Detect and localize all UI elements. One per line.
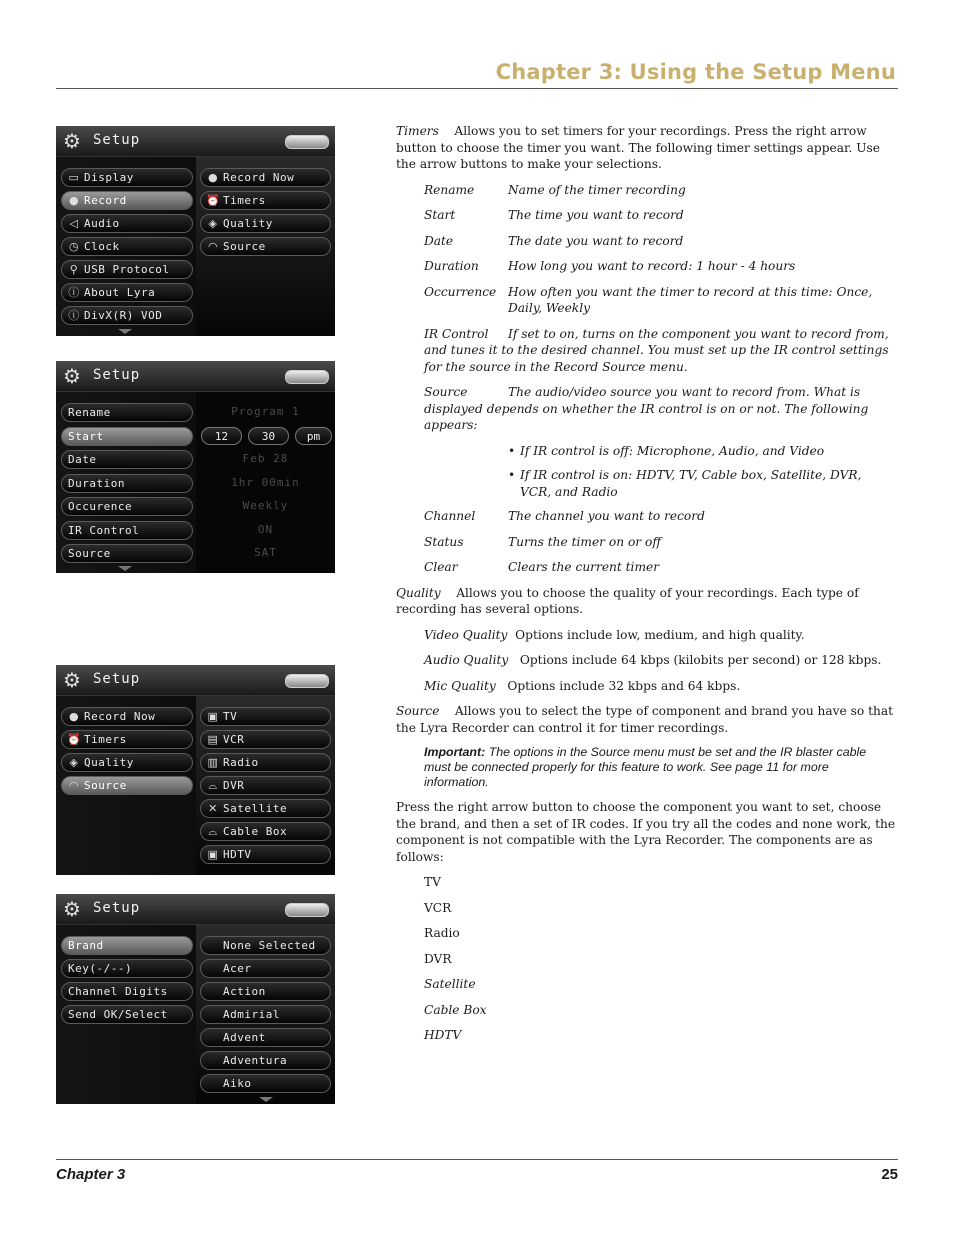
timer-value-duration: 1hr 00min [231, 476, 300, 489]
timer-item-ir-control[interactable]: IR Control [61, 521, 193, 540]
screen-title: Setup [93, 367, 141, 383]
source-item-satellite[interactable]: ✕ Satellite [200, 799, 331, 818]
source-item-cable-box[interactable]: ⌓ Cable Box [200, 822, 331, 841]
screen-header [56, 894, 335, 925]
menu-item-audio[interactable]: ◁ Audio [61, 214, 193, 233]
volume-bar [285, 370, 329, 384]
def-row: Clear Clears the current timer [424, 560, 660, 574]
record-icon: ● [68, 710, 80, 723]
screen-header [56, 665, 335, 696]
quality-item: Audio Quality Options include 64 kbps (kilobits per second) or 128 kbps. [424, 653, 882, 667]
timer-item-source[interactable]: Source [61, 544, 193, 563]
timer-value-name: Program 1 [231, 405, 300, 418]
timer-item-rename[interactable]: Rename [61, 403, 193, 422]
body-text [396, 123, 896, 1053]
cable-box-icon: ⌓ [208, 825, 218, 838]
menu-item-quality[interactable]: ◈ Quality [61, 753, 193, 772]
usb-icon: ⚲ [69, 263, 79, 276]
screen-title: Setup [93, 132, 141, 148]
source-paragraph: Source Allows you to select the type of component and brand you have so that the Lyra Recorder can control it for timer recordings. [396, 704, 894, 735]
brand-option[interactable]: Aiko [200, 1074, 331, 1093]
setup-screen-brand [56, 894, 335, 1104]
brand-option[interactable]: Acer [200, 959, 331, 978]
brand-option[interactable]: Action [200, 982, 331, 1001]
screen-title: Setup [93, 671, 141, 687]
def-row: Occurrence How often you want the timer to record at this time: Once, Daily, Weekly [424, 284, 873, 315]
signal-icon: ◠ [68, 779, 80, 792]
volume-bar [285, 135, 329, 149]
menu-item-source[interactable]: ◠ Source [61, 776, 193, 795]
setup-screen-main [56, 126, 335, 336]
source-item-tv[interactable]: ▣ TV [200, 707, 331, 726]
timer-item-duration[interactable]: Duration [61, 474, 193, 493]
diamond-icon: ◈ [208, 217, 218, 230]
setup-screen-timer [56, 361, 335, 573]
component-item: DVR [424, 951, 452, 966]
menu-item-clock[interactable]: ◷ Clock [61, 237, 193, 256]
source-item-vcr[interactable]: ▤ VCR [200, 730, 331, 749]
setup-screen-source [56, 665, 335, 875]
volume-bar [285, 674, 329, 688]
alarm-clock-icon: ⏰ [67, 733, 82, 746]
quality-paragraph: Quality Allows you to choose the quality of your recordings. Each type of recording has several options. [396, 585, 859, 616]
quality-item: Mic Quality Options include 32 kbps and 64 kbps. [424, 678, 741, 693]
footer-chapter: Chapter 3 [56, 1166, 126, 1183]
timer-item-occurence[interactable]: Occurence [61, 497, 193, 516]
chapter-title: Chapter 3: Using the Setup Menu [495, 60, 896, 84]
menu-item-record-now[interactable]: ● Record Now [61, 707, 193, 726]
source-item-radio[interactable]: ▥ Radio [200, 753, 331, 772]
record-icon: ● [68, 194, 80, 207]
brand-option[interactable]: Admirial [200, 1005, 331, 1024]
menu-item-usb-protocol[interactable]: ⚲ USB Protocol [61, 260, 193, 279]
brand-item-send-ok[interactable]: Send OK/Select [61, 1005, 193, 1024]
alarm-clock-icon: ⏰ [206, 194, 221, 207]
quality-item: Video Quality Options include low, medium, and high quality. [424, 627, 805, 642]
header-rule [56, 88, 898, 89]
volume-bar [285, 903, 329, 917]
brand-option[interactable]: Advent [200, 1028, 331, 1047]
dvr-icon: ⌓ [208, 779, 218, 792]
screen-header [56, 126, 335, 157]
diamond-icon: ◈ [69, 756, 79, 769]
menu-item-about-lyra[interactable]: ⓘ About Lyra [61, 283, 193, 302]
def-row: Start The time you want to record [424, 208, 684, 222]
def-row: Duration How long you want to record: 1 hour - 4 hours [424, 259, 796, 273]
timer-value-source: SAT [254, 546, 277, 559]
menu-item-quality[interactable]: ◈ Quality [200, 214, 331, 233]
brand-item-key[interactable]: Key(-/--) [61, 959, 193, 978]
speaker-icon: ◁ [69, 217, 79, 230]
menu-item-record-now[interactable]: ● Record Now [200, 168, 331, 187]
component-item: Cable Box [424, 1002, 487, 1017]
scroll-down-icon[interactable] [118, 566, 132, 571]
component-item: HDTV [424, 1028, 462, 1042]
start-hour-field[interactable]: 12 [201, 427, 242, 445]
menu-item-record[interactable]: ● Record [61, 191, 193, 210]
record-icon: ● [207, 171, 219, 184]
press-paragraph: Press the right arrow button to choose the component you want to set, choose the brand, and then a set of IR codes. If you try all the codes and none work, the component is not compatible with the Lyra Recorder. The components are as follows: [396, 800, 896, 864]
display-icon: ▭ [68, 171, 80, 184]
bullet-item: • If IR control is off: Microphone, Audio, and Video [508, 443, 896, 460]
gear-icon: ⚙ [63, 897, 81, 921]
menu-item-divx-vod[interactable]: ⓘ DivX(R) VOD [61, 306, 193, 325]
start-ampm-field[interactable]: pm [295, 427, 332, 445]
component-item: TV [424, 875, 441, 889]
def-row: Rename Name of the timer recording [424, 182, 686, 197]
source-definition: Source The audio/video source you want to record from. What is displayed depends on whether the IR control is on or not. The following appears: [424, 385, 869, 432]
info-icon: ⓘ [68, 286, 80, 299]
timer-value-ir: ON [257, 523, 274, 536]
component-item: Satellite [424, 977, 476, 991]
tv-icon: ▣ [207, 710, 219, 723]
info-icon: ⓘ [68, 309, 80, 322]
start-minute-field[interactable]: 30 [248, 427, 289, 445]
clock-icon: ◷ [68, 240, 80, 253]
def-row: Date The date you want to record [424, 233, 684, 248]
tv-icon: ▣ [207, 848, 219, 861]
satellite-icon: ✕ [208, 802, 218, 815]
signal-icon: ◠ [207, 240, 219, 253]
scroll-down-icon[interactable] [259, 1097, 273, 1102]
menu-item-timers[interactable]: ⏰ Timers [200, 191, 331, 210]
def-row: Channel The channel you want to record [424, 509, 705, 523]
ir-control-definition: IR Control If set to on, turns on the component you want to record from, and tunes it to the desired channel. You must set up the IR control settings for the source in the Record Source menu. [424, 326, 889, 374]
source-item-hdtv[interactable]: ▣ HDTV [200, 845, 331, 864]
important-note: Important: The options in the Source menu must be set and the IR blaster cable must be connected properly for this feature to work. See page 11 for more information. [424, 745, 867, 789]
brand-option[interactable]: None Selected [200, 936, 331, 955]
brand-item-brand[interactable]: Brand [61, 936, 193, 955]
vcr-icon: ▤ [207, 733, 219, 746]
timers-paragraph: Timers Allows you to set timers for your recordings. Press the right arrow button to choose the timer you want. The following timer settings appear. Use the arrow buttons to make your selections. [396, 124, 880, 171]
timer-value-occurence: Weekly [242, 499, 289, 512]
screen-title: Setup [93, 900, 141, 916]
scroll-down-icon[interactable] [118, 329, 132, 334]
footer-rule [56, 1159, 898, 1160]
component-item: VCR [424, 900, 452, 915]
source-item-dvr[interactable]: ⌓ DVR [200, 776, 331, 795]
page-number: 25 [881, 1166, 898, 1183]
bullet-item: • If IR control is on: HDTV, TV, Cable box, Satellite, DVR, VCR, and Radio [508, 467, 896, 500]
gear-icon: ⚙ [63, 364, 81, 388]
timer-value-date: Feb 28 [242, 452, 289, 465]
menu-item-display[interactable]: ▭ Display [61, 168, 193, 187]
menu-item-source[interactable]: ◠ Source [200, 237, 331, 256]
brand-item-channel-digits[interactable]: Channel Digits [61, 982, 193, 1001]
timer-item-start[interactable]: Start [61, 427, 193, 446]
gear-icon: ⚙ [63, 129, 81, 153]
component-item: Radio [424, 926, 460, 940]
brand-option[interactable]: Adventura [200, 1051, 331, 1070]
screen-header [56, 361, 335, 392]
radio-icon: ▥ [207, 756, 219, 769]
timer-item-date[interactable]: Date [61, 450, 193, 469]
menu-item-timers[interactable]: ⏰ Timers [61, 730, 193, 749]
gear-icon: ⚙ [63, 668, 81, 692]
def-row: Status Turns the timer on or off [424, 534, 661, 549]
